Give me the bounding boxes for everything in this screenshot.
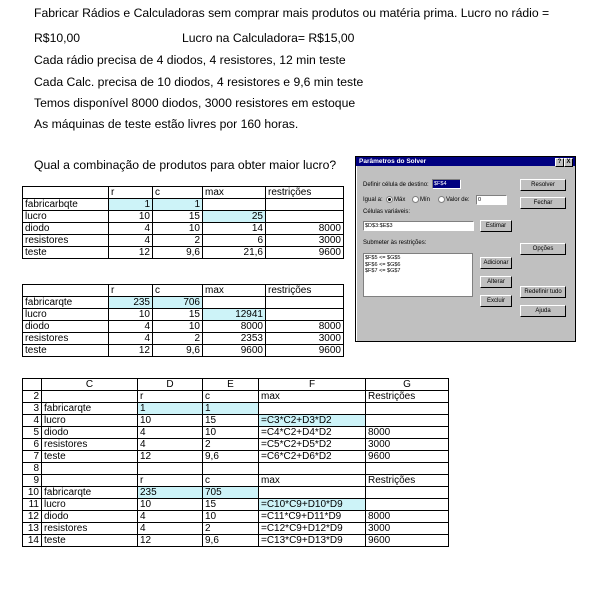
table-cell xyxy=(266,211,344,223)
table-cell: 9,6 xyxy=(153,247,203,259)
row-header: 11 xyxy=(23,499,42,511)
table-cell: 1 xyxy=(153,199,203,211)
table-row xyxy=(23,487,449,499)
table-cell: 9,6 xyxy=(153,345,203,357)
table-cell: =C6*C2+D6*D2 xyxy=(259,451,366,463)
radio-icon xyxy=(438,196,445,203)
table-cell: teste xyxy=(23,247,109,259)
table-cell: 8000 xyxy=(203,321,266,333)
table-cell: 706 xyxy=(153,297,203,309)
table-cell: 8000 xyxy=(266,321,344,333)
list-item[interactable]: $F$7 <= $G$7 xyxy=(365,268,401,274)
table-cell: 1 xyxy=(109,199,153,211)
table-row xyxy=(23,535,449,547)
table-row xyxy=(23,223,344,235)
help-icon[interactable]: ? xyxy=(555,158,564,167)
table-row xyxy=(23,391,449,403)
table-row xyxy=(23,463,449,475)
guess-button[interactable]: Estimar xyxy=(480,220,512,232)
table-cell: diodo xyxy=(42,511,138,523)
table-cell: fabricarqte xyxy=(42,487,138,499)
row-header: 9 xyxy=(23,475,42,487)
table-cell: 10 xyxy=(109,211,153,223)
table-cell: 9,6 xyxy=(203,535,259,547)
table-cell xyxy=(42,391,138,403)
table-cell: fabricarbqte xyxy=(23,199,109,211)
table-cell: lucro xyxy=(42,499,138,511)
table-cell: 10 xyxy=(109,309,153,321)
table-row xyxy=(23,321,344,333)
table-cell: =C4*C2+D4*D2 xyxy=(259,427,366,439)
table-cell: r xyxy=(138,475,203,487)
result-table-2 xyxy=(22,284,344,357)
table-cell: lucro xyxy=(23,211,109,223)
changing-cells-label: Células variáveis: xyxy=(363,209,411,215)
table-cell: resistores xyxy=(42,439,138,451)
table-row xyxy=(23,297,344,309)
column-header: D xyxy=(138,379,203,391)
radio-icon xyxy=(412,196,419,203)
table-cell: 14 xyxy=(203,223,266,235)
options-button[interactable]: Opções xyxy=(520,243,566,255)
table-cell: 9600 xyxy=(203,345,266,357)
table-cell: restrições xyxy=(266,187,344,199)
table-cell: r xyxy=(138,391,203,403)
table-cell xyxy=(42,475,138,487)
table-cell: 10 xyxy=(153,223,203,235)
column-header: E xyxy=(203,379,259,391)
row-header: 13 xyxy=(23,523,42,535)
intro-line-3: Cada rádio precisa de 4 diodos, 4 resistores, 12 min teste xyxy=(34,53,346,67)
row-header: 2 xyxy=(23,391,42,403)
intro-line-4: Cada Calc. precisa de 10 diodos, 4 resistores e 9,6 min teste xyxy=(34,75,364,89)
table-row xyxy=(23,211,344,223)
table-cell: teste xyxy=(23,345,109,357)
table-cell xyxy=(42,463,138,475)
table-cell: 8000 xyxy=(266,223,344,235)
corner-cell xyxy=(23,379,42,391)
radio-selected-icon xyxy=(386,196,393,203)
table-cell: 235 xyxy=(138,487,203,499)
intro-line-2a: R$10,00 xyxy=(34,31,81,45)
table-cell xyxy=(259,487,366,499)
table-cell: resistores xyxy=(23,235,109,247)
table-cell xyxy=(266,297,344,309)
reset-all-button[interactable]: Redefinir tudo xyxy=(520,286,566,298)
table-cell: 1 xyxy=(203,403,259,415)
row-header: 14 xyxy=(23,535,42,547)
table-cell: lucro xyxy=(42,415,138,427)
table-cell: 6 xyxy=(203,235,266,247)
list-item[interactable]: $F$6 <= $G$6 xyxy=(365,261,401,268)
table-cell xyxy=(266,199,344,211)
table-cell: lucro xyxy=(23,309,109,321)
question-text: Qual a combinação de produtos para obter maior lucro? xyxy=(34,158,337,172)
table-cell: diodo xyxy=(23,223,109,235)
table-cell: resistores xyxy=(23,333,109,345)
value-of-radio-label: Valor de: xyxy=(446,197,470,204)
table-row xyxy=(23,439,449,451)
table-row xyxy=(23,333,344,345)
table-cell: 10 xyxy=(203,511,259,523)
table-cell: restrições xyxy=(266,285,344,297)
table-cell: 8000 xyxy=(366,511,449,523)
table-row xyxy=(23,511,449,523)
table-cell: =C5*C2+D5*D2 xyxy=(259,439,366,451)
table-cell: Restrições xyxy=(366,475,449,487)
table-cell: 2353 xyxy=(203,333,266,345)
table-cell: max xyxy=(203,285,266,297)
table-row xyxy=(23,475,449,487)
table-cell: Restrições xyxy=(366,391,449,403)
table-cell xyxy=(266,309,344,321)
table-row xyxy=(23,499,449,511)
table-row xyxy=(23,415,449,427)
table-cell: teste xyxy=(42,451,138,463)
intro-line-6: As máquinas de teste estão livres por 160 horas. xyxy=(34,117,299,131)
equal-to-label: Igual a: xyxy=(363,197,383,203)
table-cell: 4 xyxy=(138,523,203,535)
table-cell xyxy=(23,285,109,297)
table-cell: 2 xyxy=(203,439,259,451)
row-header: 5 xyxy=(23,427,42,439)
table-cell: r xyxy=(109,187,153,199)
table-cell: 9600 xyxy=(366,535,449,547)
table-cell: 2 xyxy=(203,523,259,535)
table-cell: 9600 xyxy=(366,451,449,463)
table-cell: 12941 xyxy=(203,309,266,321)
table-row xyxy=(23,309,344,321)
table-cell: 2 xyxy=(153,235,203,247)
intro-line-2b: Lucro na Calculadora= R$15,00 xyxy=(182,31,355,45)
row-header: 6 xyxy=(23,439,42,451)
table-cell: =C3*C2+D3*D2 xyxy=(259,415,366,427)
table-cell xyxy=(203,297,266,309)
close-icon[interactable]: X xyxy=(564,158,573,167)
result-table-1 xyxy=(22,186,344,259)
row-header: 4 xyxy=(23,415,42,427)
change-button[interactable]: Alterar xyxy=(480,276,512,288)
table-cell: 4 xyxy=(109,235,153,247)
table-cell: 10 xyxy=(138,499,203,511)
table-cell xyxy=(23,187,109,199)
table-cell: 2 xyxy=(153,333,203,345)
min-radio[interactable] xyxy=(412,196,430,203)
column-header-row xyxy=(23,379,449,391)
table-cell: 12 xyxy=(109,247,153,259)
table-cell xyxy=(203,199,266,211)
table-cell: 21,6 xyxy=(203,247,266,259)
table-cell xyxy=(366,463,449,475)
table-cell: 4 xyxy=(138,511,203,523)
target-cell-field[interactable]: $F$4 xyxy=(432,179,461,189)
constraints-list[interactable] xyxy=(363,253,473,297)
table-cell: 12 xyxy=(138,451,203,463)
value-of-field[interactable]: 0 xyxy=(476,195,507,205)
changing-cells-field[interactable]: $D$3:$E$3 xyxy=(363,221,474,231)
table-cell: 9,6 xyxy=(203,451,259,463)
delete-button[interactable]: Excluir xyxy=(480,295,512,307)
table-cell: c xyxy=(203,391,259,403)
row-header: 10 xyxy=(23,487,42,499)
table-cell: teste xyxy=(42,535,138,547)
row-header: 12 xyxy=(23,511,42,523)
solver-title-bar xyxy=(356,157,575,166)
table-cell: 3000 xyxy=(366,523,449,535)
row-header: 8 xyxy=(23,463,42,475)
table-row xyxy=(23,187,344,199)
table-cell: 3000 xyxy=(266,333,344,345)
table-cell: =C11*C9+D11*D9 xyxy=(259,511,366,523)
table-cell: 4 xyxy=(138,439,203,451)
table-cell: 10 xyxy=(203,427,259,439)
table-row xyxy=(23,523,449,535)
table-cell xyxy=(366,499,449,511)
solver-title: Parâmetros do Solver xyxy=(359,158,427,165)
table-cell: 15 xyxy=(153,211,203,223)
value-of-radio[interactable] xyxy=(438,196,470,203)
table-row xyxy=(23,247,344,259)
table-cell: fabricarqte xyxy=(23,297,109,309)
table-cell: 15 xyxy=(153,309,203,321)
table-cell: 10 xyxy=(153,321,203,333)
table-cell: =C12*C9+D12*D9 xyxy=(259,523,366,535)
add-button[interactable]: Adicionar xyxy=(480,257,512,269)
max-radio-label: Máx xyxy=(394,197,406,204)
column-header: C xyxy=(42,379,138,391)
table-cell: 705 xyxy=(203,487,259,499)
intro-line-5: Temos disponível 8000 diodos, 3000 resistores em estoque xyxy=(34,96,356,110)
table-cell: 3000 xyxy=(266,235,344,247)
table-cell xyxy=(203,463,259,475)
table-cell: 4 xyxy=(109,333,153,345)
solve-button[interactable]: Resolver xyxy=(520,179,566,191)
table-cell xyxy=(259,463,366,475)
table-cell: 15 xyxy=(203,499,259,511)
table-cell: c xyxy=(153,285,203,297)
table-cell xyxy=(259,403,366,415)
table-row xyxy=(23,403,449,415)
table-row xyxy=(23,345,344,357)
table-row xyxy=(23,199,344,211)
table-cell: =C10*C9+D10*D9 xyxy=(259,499,366,511)
row-header: 7 xyxy=(23,451,42,463)
table-cell: 15 xyxy=(203,415,259,427)
column-header: G xyxy=(366,379,449,391)
column-header: F xyxy=(259,379,366,391)
formula-sheet xyxy=(22,378,449,547)
row-header: 3 xyxy=(23,403,42,415)
table-cell: 235 xyxy=(109,297,153,309)
intro-line-1: Fabricar Rádios e Calculadoras sem comprar mais produtos ou matéria prima. Lucro no rádio = xyxy=(34,6,550,20)
table-row xyxy=(23,427,449,439)
table-row xyxy=(23,451,449,463)
table-cell: 9600 xyxy=(266,247,344,259)
table-row xyxy=(23,285,344,297)
max-radio[interactable] xyxy=(386,196,405,203)
table-cell: diodo xyxy=(42,427,138,439)
table-cell: c xyxy=(153,187,203,199)
table-cell: 4 xyxy=(109,321,153,333)
table-cell: =C13*C9+D13*D9 xyxy=(259,535,366,547)
table-cell: 1 xyxy=(138,403,203,415)
constraints-label: Submeter às restrições: xyxy=(363,240,427,246)
table-cell: 8000 xyxy=(366,427,449,439)
table-cell: diodo xyxy=(23,321,109,333)
table-cell: 25 xyxy=(203,211,266,223)
table-cell: 10 xyxy=(138,415,203,427)
table-cell xyxy=(138,463,203,475)
solver-dialog xyxy=(355,156,576,342)
table-cell: 4 xyxy=(109,223,153,235)
table-cell xyxy=(366,403,449,415)
list-item[interactable]: $F$5 <= $G$5 xyxy=(365,255,401,261)
table-cell: c xyxy=(203,475,259,487)
close-button[interactable]: Fechar xyxy=(520,197,566,209)
table-cell: max xyxy=(259,475,366,487)
table-cell: 12 xyxy=(138,535,203,547)
table-cell xyxy=(366,415,449,427)
table-cell: resistores xyxy=(42,523,138,535)
table-cell: fabricarqte xyxy=(42,403,138,415)
table-cell: max xyxy=(203,187,266,199)
table-cell: 3000 xyxy=(366,439,449,451)
table-cell: 9600 xyxy=(266,345,344,357)
table-cell: r xyxy=(109,285,153,297)
table-cell: 4 xyxy=(138,427,203,439)
help-button[interactable]: Ajuda xyxy=(520,305,566,317)
table-cell: 12 xyxy=(109,345,153,357)
target-cell-label: Definir célula de destino: xyxy=(363,182,429,188)
table-cell xyxy=(366,487,449,499)
table-cell: max xyxy=(259,391,366,403)
min-radio-label: Mín xyxy=(420,197,431,204)
table-row xyxy=(23,235,344,247)
